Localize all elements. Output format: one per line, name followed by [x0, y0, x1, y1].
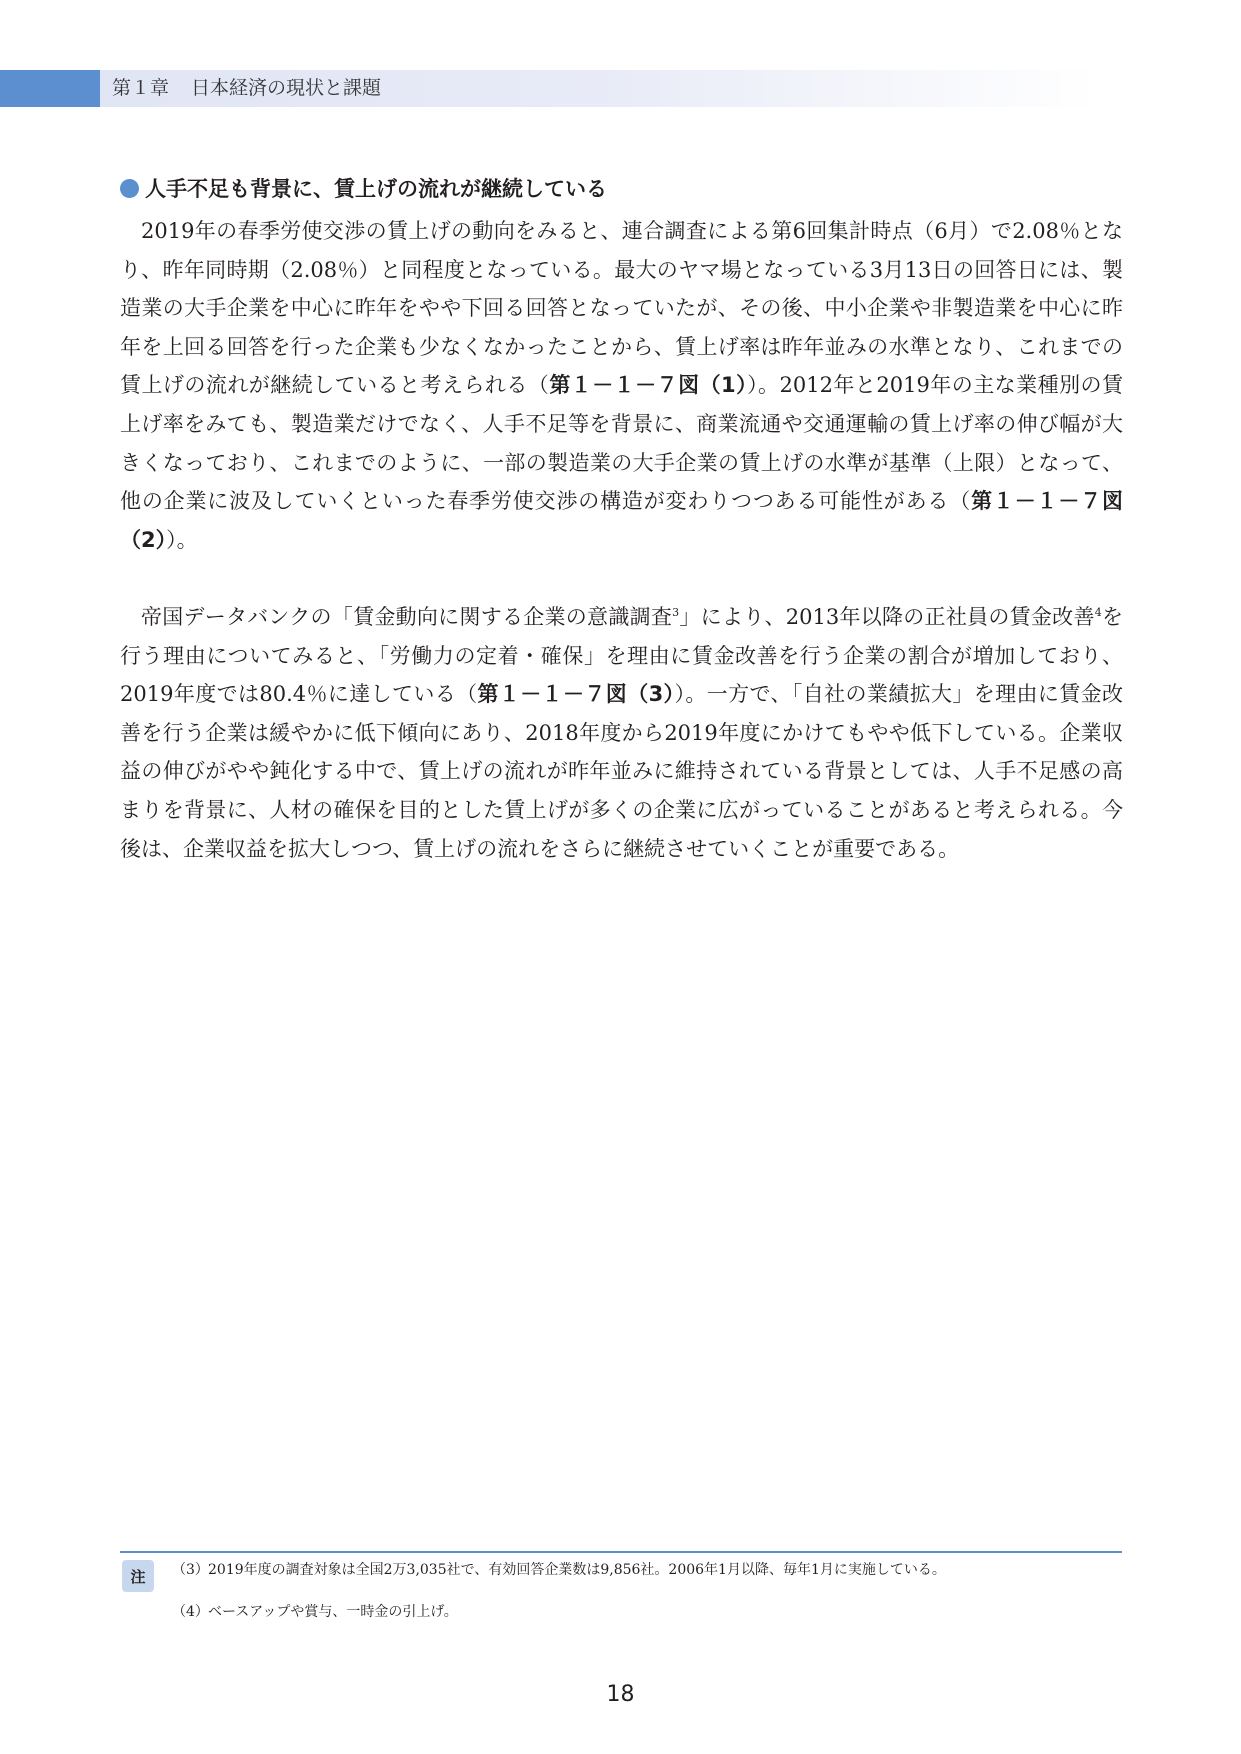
figure-reference: 第１－１－７図（1）	[549, 373, 748, 398]
footnote-4	[172, 1603, 1122, 1622]
body-paragraph-1	[120, 212, 1123, 559]
chapter-header-accent	[0, 70, 100, 107]
footnote-marker-3: 3	[672, 606, 680, 619]
paragraph-text: ）。2012年と2019年の主な業種別の賃上げ率をみても、製造業だけでなく、人手不足等を背景に、商業流通や交通運輸の賃上げ率の伸び幅が大きくなっており、これまでのように、一部の製造業の大手企業の賃上げの水準が基準（上限）となって、他の企業に波及していくといった春季労使交渉の構造が変わりつつある可能性がある（	[120, 373, 1123, 514]
bullet-icon	[120, 179, 139, 198]
section-heading-text: 人手不足も背景に、賃上げの流れが継続している	[145, 177, 607, 201]
figure-reference: 第１－１－７図（3）	[477, 682, 675, 707]
chapter-title: 日本経済の現状と課題	[191, 77, 382, 99]
figure-reference: 第１－１－７図（2）	[120, 489, 1124, 552]
paragraph-text: 2019年の春季労使交渉の賃上げの動向をみると、連合調査による第6回集計時点（6月）で2.08％となり、昨年同時期（2.08％）と同程度となっている。最大のヤマ場となっている3月13日の回答日には、製造業の大手企業を中心に昨年をやや下回る回答となっていたが、その後、中小企業や非製造業を中心に昨年を上回る回答を行った企業も少なくなかったことから、賃上げ率は昨年並みの水準となり、これまでの賃上げの流れが継続していると考えられる（	[120, 219, 1123, 398]
footnote-number: （4）	[172, 1604, 209, 1620]
paragraph-text: ）。一方で、「自社の業績拡大」を理由に賃金改善を行う企業は緩やかに低下傾向にあり、2018年度から2019年度にかけてもやや低下している。企業収益の伸びがやや鈍化する中で、賃上げの流れが昨年並みに維持されている背景としては、人手不足感の高まりを背景に、人材の確保を目的とした賃上げが多くの企業に広がっていることがあると考えられる。今後は、企業収益を拡大しつつ、賃上げの流れをさらに継続させていくことが重要である。	[120, 682, 1124, 861]
page-number: 18	[606, 1682, 635, 1707]
notes-divider	[120, 1551, 1122, 1553]
paragraph-text: を行う理由についてみると、「労働力の定着・確保」を理由に賃金改善を行う企業の割合が増加しており、2019年度では80.4％に達している（	[120, 605, 1124, 707]
chapter-header	[112, 70, 381, 107]
section-heading	[120, 173, 1120, 203]
footnote-text: ベースアップや賞与、一時金の引上げ。	[208, 1604, 458, 1620]
body-paragraph-2	[120, 598, 1123, 868]
paragraph-text: ）。	[166, 527, 198, 552]
footnote-marker-4: 4	[1094, 606, 1102, 619]
chapter-number: 第１章	[112, 77, 170, 99]
notes-label: 注	[122, 1560, 154, 1592]
paragraph-text: 」により、2013年以降の正社員の賃金改善	[679, 605, 1095, 629]
footnote-text: 2019年度の調査対象は全国2万3,035社で、有効回答企業数は9,856社。2006年1月以降、毎年1月に実施している。	[208, 1562, 946, 1578]
paragraph-text: 帝国データバンクの「賃金動向に関する企業の意識調査	[141, 605, 673, 629]
footnote-number: （3）	[172, 1562, 209, 1578]
footnote-3	[172, 1561, 1122, 1580]
